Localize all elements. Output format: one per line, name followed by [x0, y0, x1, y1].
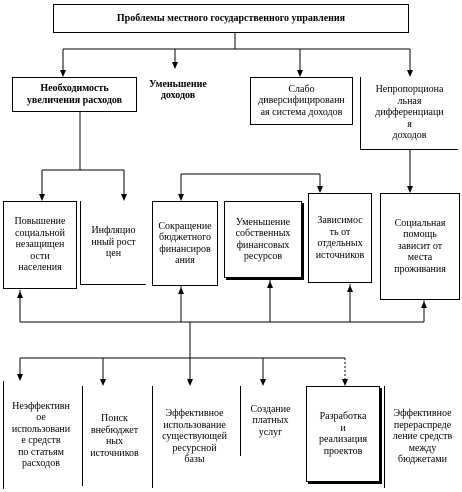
node-label: Социальная помощь зависит от места проживания: [394, 217, 446, 275]
root-node: [53, 4, 409, 33]
node-label: Непропорциона льная дифференциаци я доходов: [375, 84, 444, 142]
node-weakly-diversified: [250, 77, 353, 125]
node-label: Слабо диверсифицированн ая система доходов: [258, 83, 345, 118]
node-label: Эффективное перераспреде ление средств между бюджетами: [392, 408, 453, 466]
node-inflation: [80, 201, 146, 285]
root-label: Проблемы местного государственного управления: [116, 12, 346, 24]
node-dependence-sources: [308, 193, 372, 283]
node-social-insecurity: [3, 201, 77, 289]
node-label: Создание платных услуг: [250, 403, 291, 438]
node-label: Поиск внебюджет ных источников: [90, 413, 139, 459]
node-label: Уменьшение доходов: [149, 78, 207, 101]
node-decrease-income: [140, 70, 216, 110]
node-project-development: [306, 386, 380, 482]
node-label: Разработка и реализация проектов: [318, 411, 368, 457]
node-social-assistance: [380, 193, 460, 300]
node-efficient-redistribution: [384, 386, 460, 488]
node-need-increase-expenses: [12, 77, 137, 112]
node-label: Уменьшение собственных финансовых ресурсов: [235, 216, 291, 262]
node-label: Повышение социальной незащищен ости населения: [14, 216, 66, 274]
node-label: Эффективное использование существующей ресурсной базы: [162, 408, 227, 466]
node-budget-cut: [152, 201, 218, 286]
node-disproportionate-income: [360, 77, 458, 150]
node-label: Инфляцио нный рост цен: [91, 225, 136, 260]
node-label: Сокращение бюджетного финансиров ания: [158, 220, 212, 266]
node-label: Неэффективн ое использовани е средств по статьям расходов: [11, 400, 71, 469]
node-paid-services: [240, 386, 300, 456]
node-offbudget-sources: [82, 386, 146, 486]
node-efficient-resource-base: [152, 386, 236, 488]
node-own-resources-decrease: [224, 201, 302, 278]
node-label: Необходимость увеличения расходов: [26, 83, 123, 106]
node-label: Зависимос ть от отдельных источников: [315, 215, 365, 261]
node-inefficient-use: [3, 381, 78, 489]
